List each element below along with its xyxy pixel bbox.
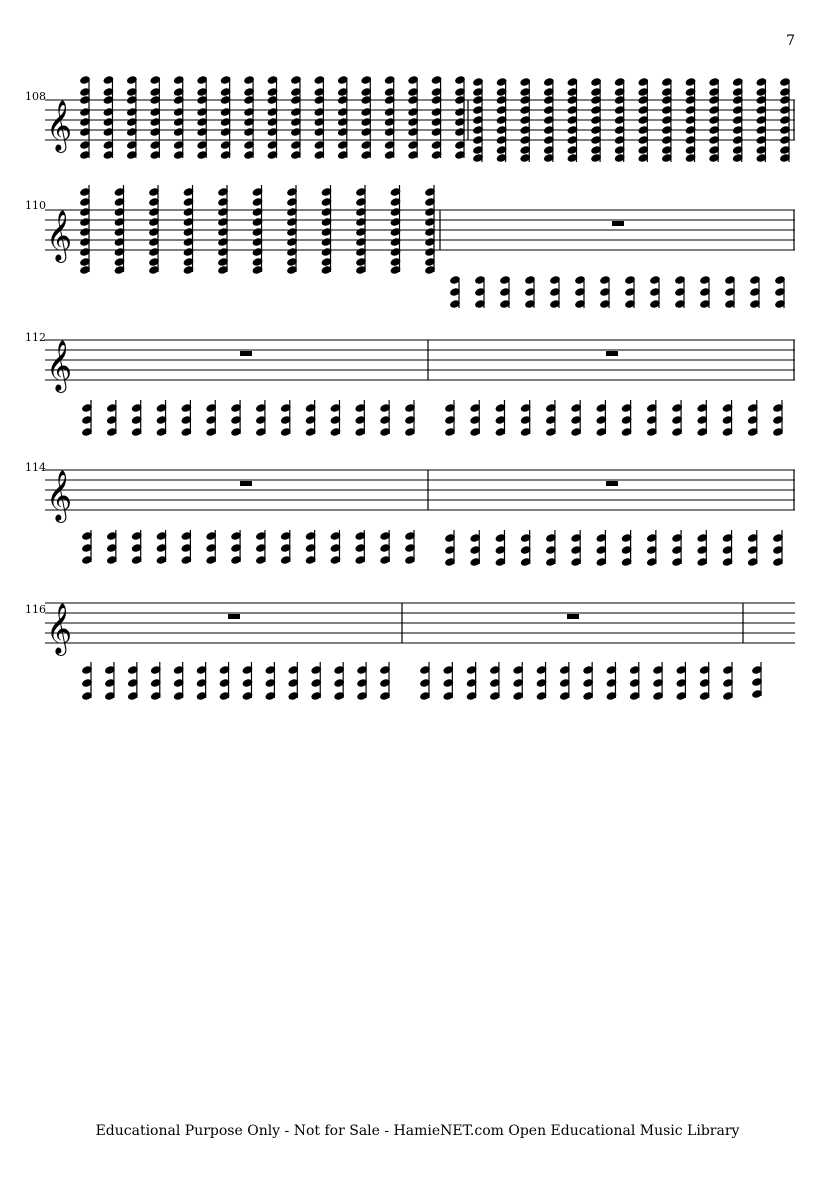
page-number: 7 bbox=[786, 33, 795, 49]
note-chords-low bbox=[81, 662, 391, 701]
treble-clef-icon: 𝄞 bbox=[46, 340, 73, 391]
system-3 bbox=[0, 320, 835, 450]
measure-number: 116 bbox=[25, 603, 46, 616]
staff bbox=[0, 580, 835, 710]
note-chords-low bbox=[81, 530, 416, 565]
measure-number: 108 bbox=[25, 90, 46, 103]
note-chords bbox=[79, 75, 466, 160]
whole-rest bbox=[228, 614, 240, 619]
staff bbox=[0, 320, 835, 450]
system-5 bbox=[0, 580, 835, 710]
note-chords-low bbox=[751, 662, 763, 699]
whole-rest bbox=[567, 614, 579, 619]
staff bbox=[0, 180, 835, 320]
treble-clef-icon: 𝄞 bbox=[46, 603, 73, 654]
whole-rest bbox=[606, 351, 618, 356]
whole-rest bbox=[240, 481, 252, 486]
system-4 bbox=[0, 450, 835, 580]
staff bbox=[0, 70, 835, 180]
footer-text: Educational Purpose Only - Not for Sale - HamieNET.com Open Educational Music Library bbox=[95, 1123, 740, 1139]
measure-number: 114 bbox=[25, 461, 46, 474]
note-chords-low bbox=[449, 275, 786, 309]
whole-rest bbox=[612, 221, 624, 226]
note-chords-low bbox=[444, 530, 784, 567]
note-chords-low bbox=[419, 662, 734, 701]
measure-number: 112 bbox=[25, 331, 46, 344]
system-1 bbox=[0, 70, 835, 180]
treble-clef-icon: 𝄞 bbox=[46, 100, 73, 151]
treble-clef-icon: 𝄞 bbox=[46, 470, 73, 521]
whole-rest bbox=[606, 481, 618, 486]
treble-clef-icon: 𝄞 bbox=[46, 210, 73, 261]
staff bbox=[0, 450, 835, 580]
note-chords-low bbox=[444, 400, 784, 437]
measure-number: 110 bbox=[25, 199, 46, 212]
system-2 bbox=[0, 180, 835, 320]
note-chords-low bbox=[81, 400, 416, 437]
whole-rest bbox=[240, 351, 252, 356]
